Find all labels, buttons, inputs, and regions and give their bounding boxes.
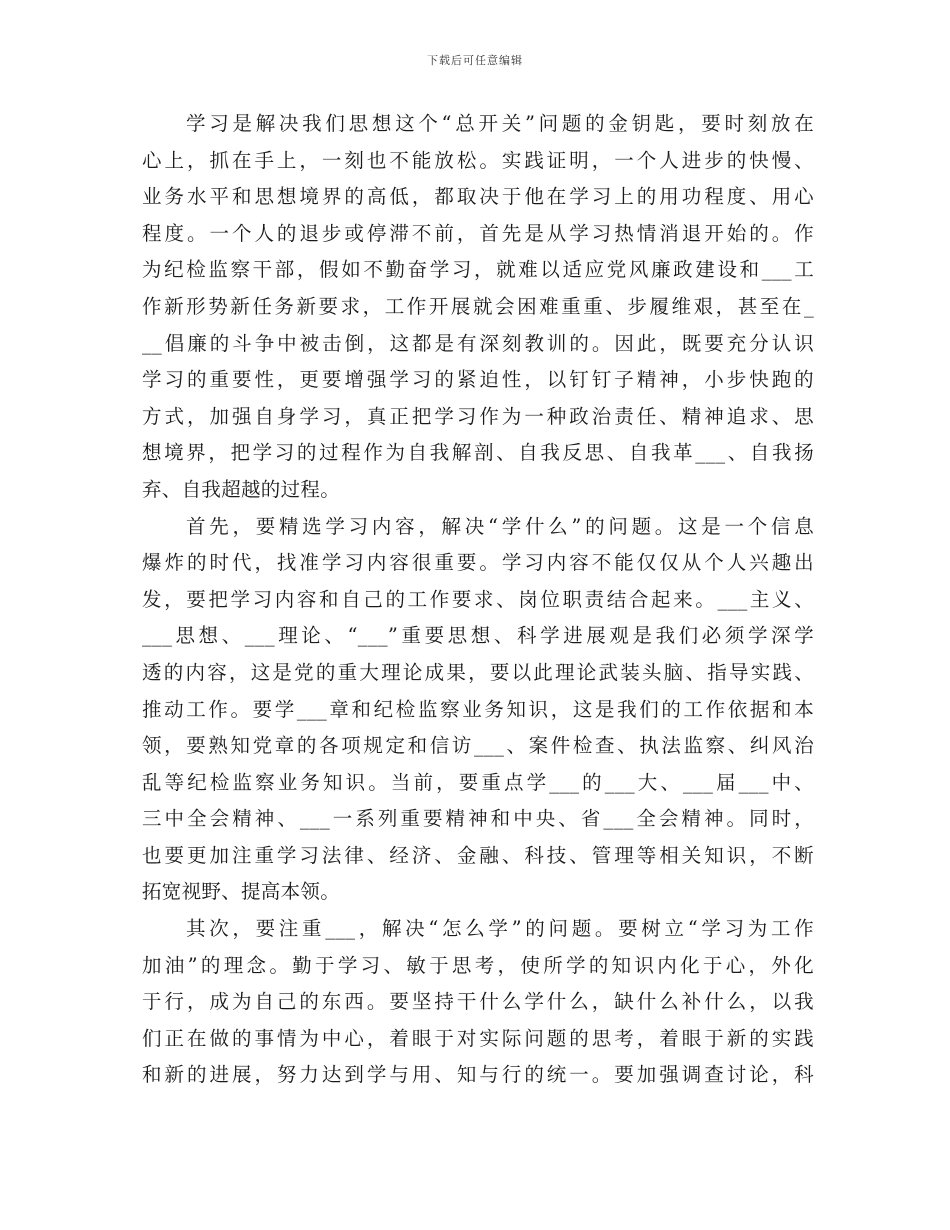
paragraph-1 — [142, 106, 814, 509]
text-line: 程度。一个人的退步或停滞不前，首先是从学习热情消退开始的。作 — [142, 221, 814, 245]
text-line: 于行，成为自己的东西。要坚持干什么学什么，缺什么补什么，以我 — [142, 990, 814, 1014]
text-line: 加油”的理念。勤于学习、敏于思考，使所学的知识内化于心，外化 — [142, 953, 814, 977]
text-line: 学习是解决我们思想这个“总开关”问题的金钥匙，要时刻放在 — [186, 112, 814, 135]
text-line: ___思想、___理论、“___”重要思想、科学进展观是我们必须学深学 — [142, 624, 814, 648]
text-line: 乱等纪检监察业务知识。当前，要重点学___的___大、___届___中、 — [142, 770, 814, 794]
text-line: 爆炸的时代，找准学习内容很重要。学习内容不能仅仅从个人兴趣出 — [142, 551, 814, 575]
paragraph-3 — [142, 911, 814, 1094]
text-line: 和新的进展，努力达到学与用、知与行的统一。要加强调查讨论，科 — [142, 1063, 814, 1087]
text-line: 方式，加强自身学习，真正把学习作为一种政治责任、精神追求、思 — [142, 404, 814, 428]
text-line: 为纪检监察干部，假如不勤奋学习，就难以适应党风廉政建设和___工 — [142, 258, 814, 282]
text-line: 发，要把学习内容和自己的工作要求、岗位职责结合起来。___主义、 — [142, 587, 814, 611]
paragraph-2 — [142, 509, 814, 912]
text-line: 学习的重要性，更要增强学习的紧迫性，以钉钉子精神，小步快跑的 — [142, 368, 814, 392]
text-line: 拓宽视野、提高本领。 — [142, 880, 341, 904]
text-line: __倡廉的斗争中被击倒，这都是有深刻教训的。因此，既要充分认识 — [142, 331, 814, 355]
text-line: 领，要熟知党章的各项规定和信访___、案件检查、执法监察、纠风治 — [142, 734, 814, 758]
text-line: 其次，要注重___，解决“怎么学”的问题。要树立“学习为工作 — [186, 917, 814, 941]
text-line: 弃、自我超越的过程。 — [142, 477, 341, 501]
text-line: 想境界，把学习的过程作为自我解剖、自我反思、自我革___、自我扬 — [142, 441, 814, 465]
text-line: 推动工作。要学___章和纪检监察业务知识，这是我们的工作依据和本 — [142, 697, 814, 721]
page-header-note: 下载后可任意编辑 — [427, 54, 523, 67]
text-line: 业务水平和思想境界的高低，都取决于他在学习上的用功程度、用心 — [142, 185, 814, 209]
text-line: 作新形势新任务新要求，工作开展就会困难重重、步履维艰，甚至在_ — [142, 294, 814, 318]
text-line: 心上，抓在手上，一刻也不能放松。实践证明，一个人进步的快慢、 — [142, 148, 814, 172]
text-line: 三中全会精神、___一系列重要精神和中央、省___全会精神。同时， — [142, 807, 814, 831]
document-body — [142, 106, 814, 1094]
text-line: 们正在做的事情为中心，着眼于对实际问题的思考，着眼于新的实践 — [142, 1026, 814, 1050]
text-line: 透的内容，这是党的重大理论成果，要以此理论武装头脑、指导实践、 — [142, 660, 814, 684]
text-line: 首先，要精选学习内容，解决“学什么”的问题。这是一个信息 — [186, 514, 814, 538]
text-line: 也要更加注重学习法律、经济、金融、科技、管理等相关知识，不断 — [142, 843, 814, 867]
